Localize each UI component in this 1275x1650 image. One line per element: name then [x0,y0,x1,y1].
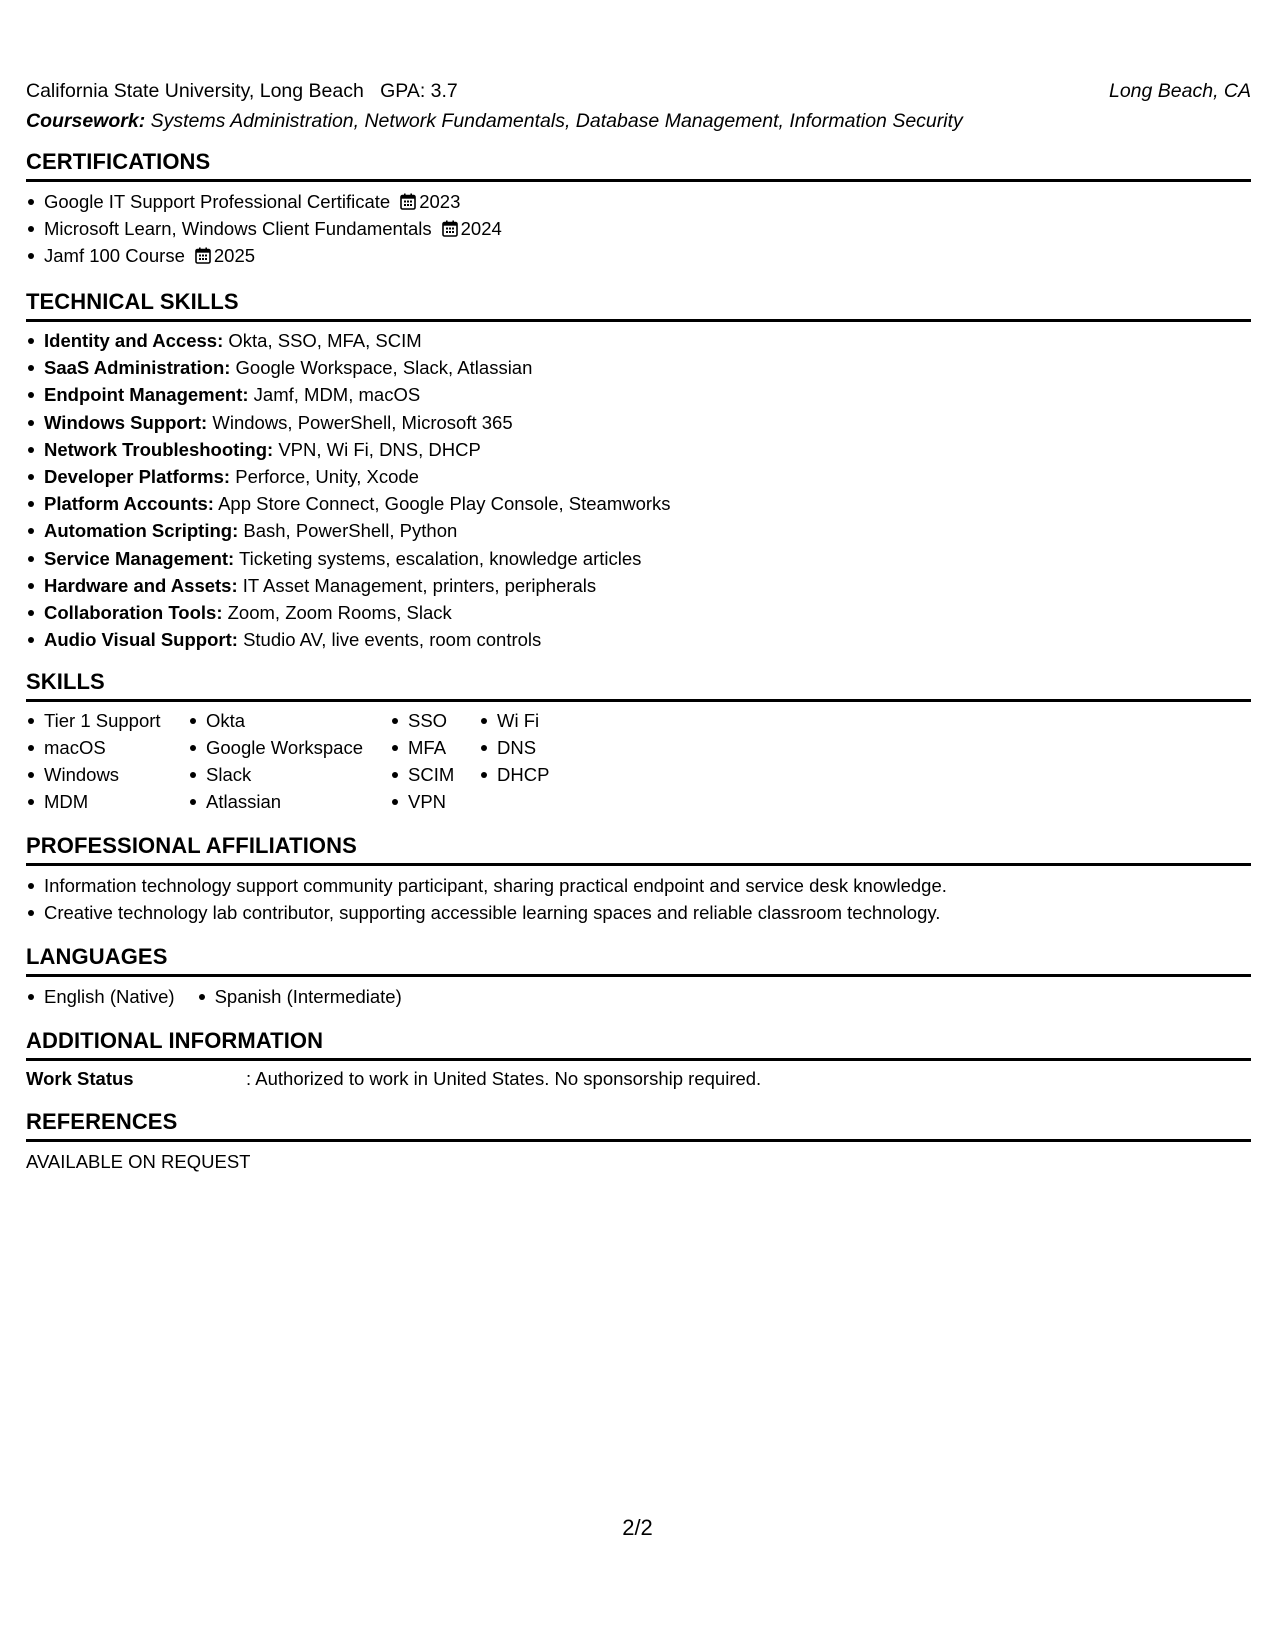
list-item: VPN [390,788,479,815]
skill-values: VPN, Wi Fi, DNS, DHCP [278,438,481,460]
skills-column [479,707,599,815]
skill-values: Windows, PowerShell, Microsoft 365 [212,411,513,433]
skill-values: Bash, PowerShell, Python [243,520,458,542]
skill-category: Platform Accounts: [44,493,214,515]
page-number: 2/2 [622,1515,653,1540]
affiliations-section [26,832,1251,926]
certifications-section [26,148,1251,269]
list-item: SCIM [390,761,479,788]
skill-category: Developer Platforms: [44,466,231,488]
certification-date [400,191,460,212]
calendar-icon [442,220,458,237]
certification-date [195,245,255,266]
list-item [26,572,1251,599]
section-title: CERTIFICATIONS [26,149,211,174]
list-item [26,381,1251,408]
section-divider [26,1058,1251,1061]
list-item: MFA [390,734,479,761]
skill-values: Jamf, MDM, macOS [253,384,421,406]
list-item: Spanish (Intermediate) [197,983,402,1010]
certification-name: Jamf 100 Course [44,245,185,266]
education-row [26,78,1251,104]
list-item: Google Workspace [188,734,390,761]
list-item [26,626,1251,653]
certification-name: Microsoft Learn, Windows Client Fundamentals [44,218,432,239]
list-item: MDM [26,788,188,815]
list-item [26,327,1251,354]
technical-skills-section [26,288,1251,653]
section-divider [26,863,1251,866]
work-status-label: Work Status [26,1068,134,1089]
certification-year: 2024 [460,218,502,239]
skill-values: Zoom, Zoom Rooms, Slack [227,602,452,624]
work-status-value: : Authorized to work in United States. No sponsorship required. [246,1068,762,1089]
skill-category: Automation Scripting: [44,520,239,542]
list-item: Okta [188,707,390,734]
work-status-row [26,1067,1251,1091]
list-item: Information technology support community participant, sharing practical endpoint and service desk knowledge. [26,872,1251,899]
technical-skills-list [26,327,1251,653]
section-divider [26,179,1251,182]
list-item: English (Native) [26,983,175,1010]
additional-info-section [26,1027,1251,1091]
section-title: TECHNICAL SKILLS [26,289,239,314]
section-divider [26,1139,1251,1142]
skill-category: Hardware and Assets: [44,574,238,596]
list-item: Slack [188,761,390,788]
list-item: DHCP [479,761,599,788]
skill-values: Perforce, Unity, Xcode [235,466,419,488]
list-item [26,215,1251,242]
list-item: Tier 1 Support [26,707,188,734]
list-item [26,545,1251,572]
certification-name: Google IT Support Professional Certificate [44,191,391,212]
coursework-label: Coursework: [26,110,146,132]
list-item [26,409,1251,436]
skills-grid [26,707,1251,815]
skill-values: App Store Connect, Google Play Console, Steamworks [218,493,671,515]
skill-category: Endpoint Management: [44,384,249,406]
calendar-icon [400,193,416,210]
skills-section [26,668,1251,815]
languages-section [26,943,1251,1010]
skill-values: Studio AV, live events, room controls [243,629,542,651]
section-title: SKILLS [26,669,105,694]
affiliations-list [26,872,1251,926]
list-item [26,436,1251,463]
section-title: PROFESSIONAL AFFILIATIONS [26,833,357,858]
list-item: Atlassian [188,788,390,815]
skill-values: IT Asset Management, printers, peripherals [242,574,597,596]
skill-category: Identity and Access: [44,330,224,351]
school-location: Long Beach, CA [1108,80,1251,102]
skills-column [188,707,390,815]
skill-category: Collaboration Tools: [44,602,223,624]
list-item [26,242,1251,269]
skill-values: Ticketing systems, escalation, knowledge articles [239,547,642,569]
skill-category: Service Management: [44,547,235,569]
certifications-list [26,188,1251,269]
list-item: SSO [390,707,479,734]
list-item: Windows [26,761,188,788]
list-item: macOS [26,734,188,761]
references-section [26,1108,1251,1174]
section-divider [26,319,1251,322]
list-item: Creative technology lab contributor, supporting accessible learning spaces and reliable classroom technology. [26,899,1251,926]
skills-column [26,707,188,815]
section-title: LANGUAGES [26,944,168,969]
coursework-list: Systems Administration, Network Fundamentals, Database Management, Information Security [150,110,963,132]
list-item [26,490,1251,517]
list-item [26,188,1251,215]
skills-column [390,707,479,815]
skill-values: Google Workspace, Slack, Atlassian [235,357,533,379]
references-text: AVAILABLE ON REQUEST [26,1151,251,1172]
skill-category: Audio Visual Support: [44,629,238,651]
skill-category: SaaS Administration: [44,357,231,379]
section-title: ADDITIONAL INFORMATION [26,1028,324,1053]
list-item [26,517,1251,544]
list-item: Wi Fi [479,707,599,734]
skill-values: Okta, SSO, MFA, SCIM [228,330,422,351]
languages-list [26,983,1251,1010]
list-item [26,354,1251,381]
certification-year: 2023 [419,191,461,212]
list-item [26,599,1251,626]
coursework-row [26,108,1251,134]
certification-date [442,218,502,239]
section-title: REFERENCES [26,1109,178,1134]
section-divider [26,699,1251,702]
list-item [26,463,1251,490]
calendar-icon [195,247,211,264]
school-name: California State University, Long Beach [26,80,364,102]
certification-year: 2025 [213,245,256,266]
skill-category: Network Troubleshooting: [44,438,274,460]
list-item: DNS [479,734,599,761]
section-divider [26,974,1251,977]
gpa: GPA: 3.7 [380,80,458,102]
skill-category: Windows Support: [44,411,208,433]
